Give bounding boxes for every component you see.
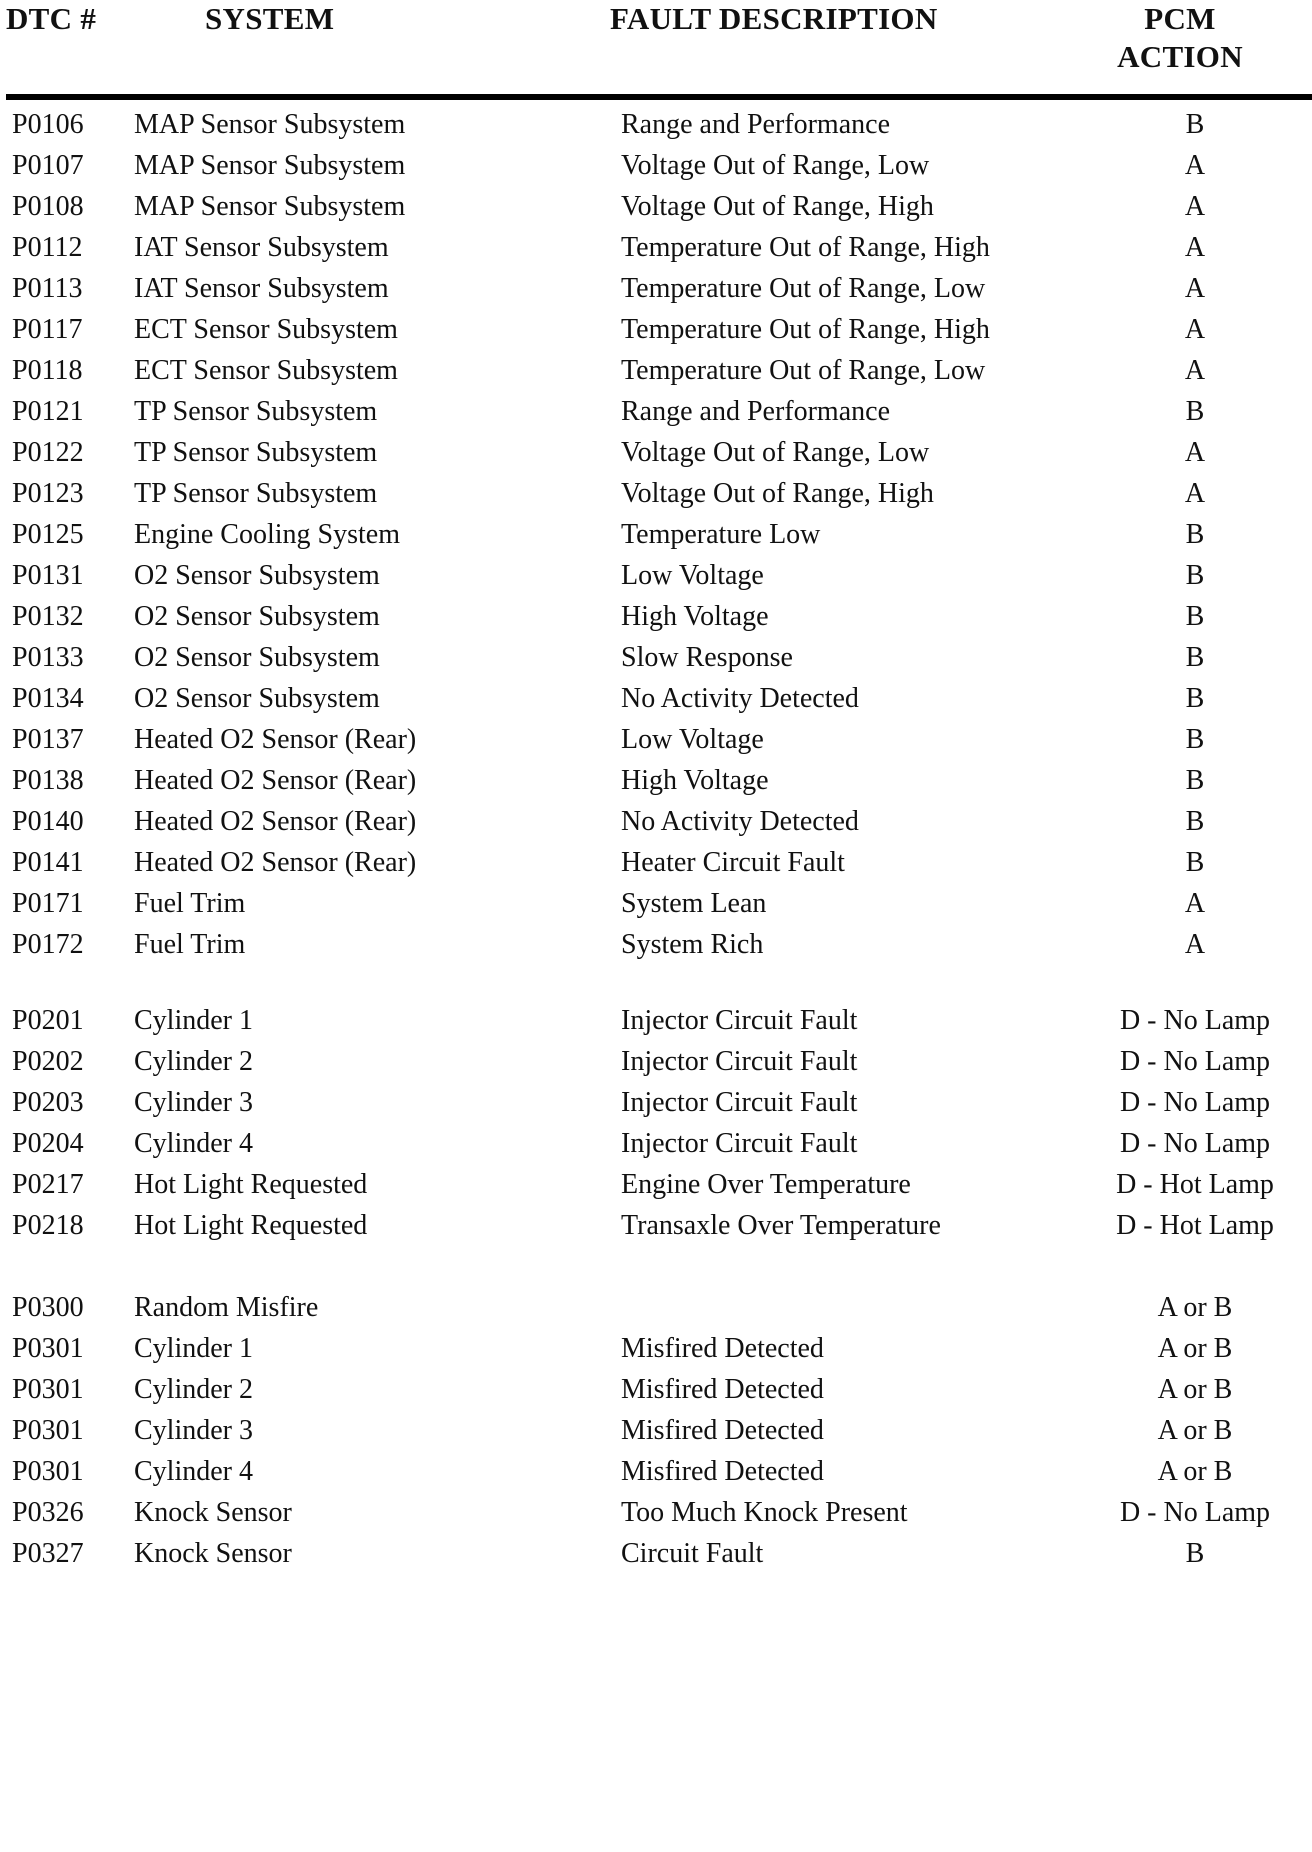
fault-description: Range and Performance — [621, 396, 890, 427]
table-row — [0, 390, 1312, 434]
system-name: ECT Sensor Subsystem — [134, 355, 398, 386]
pcm-action: A — [1184, 314, 1206, 345]
table-row — [0, 759, 1312, 803]
fault-description: Misfired Detected — [621, 1374, 824, 1405]
system-name: Knock Sensor — [134, 1538, 292, 1569]
dtc-code: P0326 — [12, 1497, 84, 1528]
system-name: Cylinder 1 — [134, 1005, 253, 1036]
dtc-code: P0107 — [12, 150, 84, 181]
system-name: Cylinder 1 — [134, 1333, 253, 1364]
table-row — [0, 1204, 1312, 1248]
table-row — [0, 677, 1312, 721]
system-name: Heated O2 Sensor (Rear) — [134, 765, 417, 796]
system-name: Hot Light Requested — [134, 1169, 368, 1200]
fault-description: Misfired Detected — [621, 1333, 824, 1364]
dtc-code: P0141 — [12, 847, 84, 878]
pcm-action: A — [1184, 150, 1206, 181]
pcm-action: A or B — [1157, 1415, 1233, 1446]
system-name: Heated O2 Sensor (Rear) — [134, 724, 417, 755]
dtc-code: P0133 — [12, 642, 84, 673]
system-name: TP Sensor Subsystem — [134, 437, 378, 468]
fault-description: System Lean — [621, 888, 767, 919]
system-name: Cylinder 4 — [134, 1128, 253, 1159]
dtc-code: P0201 — [12, 1005, 84, 1036]
table-row — [0, 595, 1312, 639]
table-row — [0, 226, 1312, 270]
pcm-action: B — [1185, 806, 1205, 837]
table-row — [0, 513, 1312, 557]
table-row — [0, 841, 1312, 885]
fault-description: Injector Circuit Fault — [621, 1128, 858, 1159]
fault-description: Heater Circuit Fault — [621, 847, 845, 878]
pcm-action: B — [1185, 601, 1205, 632]
fault-description: Temperature Out of Range, High — [621, 314, 990, 345]
system-name: Knock Sensor — [134, 1497, 292, 1528]
system-name: TP Sensor Subsystem — [134, 478, 378, 509]
table-row — [0, 103, 1312, 147]
dtc-code: P0203 — [12, 1087, 84, 1118]
dtc-code: P0106 — [12, 109, 84, 140]
fault-description: Slow Response — [621, 642, 793, 673]
fault-description: Injector Circuit Fault — [621, 1046, 858, 1077]
pcm-action: A — [1184, 273, 1206, 304]
dtc-code: P0108 — [12, 191, 84, 222]
pcm-action: B — [1185, 519, 1205, 550]
system-name: Cylinder 2 — [134, 1046, 253, 1077]
table-row — [0, 1122, 1312, 1166]
pcm-action: D - No Lamp — [1119, 1005, 1271, 1036]
table-row — [0, 1327, 1312, 1371]
dtc-code: P0121 — [12, 396, 84, 427]
table-row — [0, 144, 1312, 188]
pcm-action: A or B — [1157, 1374, 1233, 1405]
table-row — [0, 554, 1312, 598]
fault-description: Temperature Low — [621, 519, 821, 550]
pcm-action: A — [1184, 478, 1206, 509]
fault-description: Transaxle Over Temperature — [621, 1210, 941, 1241]
fault-description: Injector Circuit Fault — [621, 1087, 858, 1118]
dtc-code: P0134 — [12, 683, 84, 714]
fault-description: Voltage Out of Range, High — [621, 191, 934, 222]
pcm-action: B — [1185, 109, 1205, 140]
dtc-code: P0217 — [12, 1169, 84, 1200]
dtc-code: P0218 — [12, 1210, 84, 1241]
pcm-action: B — [1185, 847, 1205, 878]
table-row — [0, 431, 1312, 475]
fault-description: Engine Over Temperature — [621, 1169, 911, 1200]
system-name: IAT Sensor Subsystem — [134, 232, 389, 263]
pcm-action: A — [1184, 355, 1206, 386]
header-pcm-line2: ACTION — [1117, 39, 1243, 74]
dtc-code: P0118 — [12, 355, 83, 386]
dtc-code: P0132 — [12, 601, 84, 632]
system-name: O2 Sensor Subsystem — [134, 601, 380, 632]
table-row — [0, 1450, 1312, 1494]
dtc-code: P0301 — [12, 1456, 84, 1487]
system-name: IAT Sensor Subsystem — [134, 273, 389, 304]
table-row — [0, 923, 1312, 967]
dtc-code: P0137 — [12, 724, 84, 755]
pcm-action: B — [1185, 560, 1205, 591]
pcm-action: A — [1184, 929, 1206, 960]
fault-description: Low Voltage — [621, 724, 764, 755]
pcm-action: D - No Lamp — [1119, 1046, 1271, 1077]
pcm-action: D - No Lamp — [1119, 1087, 1271, 1118]
pcm-action: B — [1185, 765, 1205, 796]
pcm-action: A or B — [1157, 1456, 1233, 1487]
system-name: Heated O2 Sensor (Rear) — [134, 847, 417, 878]
header-pcm-line1: PCM — [1144, 1, 1216, 36]
pcm-action: B — [1185, 396, 1205, 427]
dtc-code: P0122 — [12, 437, 84, 468]
pcm-action: B — [1185, 1538, 1205, 1569]
dtc-code: P0138 — [12, 765, 84, 796]
pcm-action: B — [1185, 724, 1205, 755]
system-name: MAP Sensor Subsystem — [134, 150, 406, 181]
system-name: Cylinder 2 — [134, 1374, 253, 1405]
system-name: Random Misfire — [134, 1292, 319, 1323]
pcm-action: A — [1184, 437, 1206, 468]
fault-description: Misfired Detected — [621, 1415, 824, 1446]
dtc-code: P0123 — [12, 478, 84, 509]
fault-description: Voltage Out of Range, Low — [621, 150, 930, 181]
table-row — [0, 267, 1312, 311]
fault-description: Too Much Knock Present — [621, 1497, 908, 1528]
dtc-code: P0301 — [12, 1374, 84, 1405]
fault-description: High Voltage — [621, 765, 769, 796]
fault-description: Temperature Out of Range, Low — [621, 273, 986, 304]
fault-description: System Rich — [621, 929, 764, 960]
table-row — [0, 636, 1312, 680]
fault-description: No Activity Detected — [621, 683, 859, 714]
dtc-code: P0301 — [12, 1333, 84, 1364]
system-name: MAP Sensor Subsystem — [134, 191, 406, 222]
system-name: Fuel Trim — [134, 929, 246, 960]
system-name: Engine Cooling System — [134, 519, 400, 550]
table-row — [0, 1163, 1312, 1207]
table-row — [0, 1081, 1312, 1125]
dtc-code: P0301 — [12, 1415, 84, 1446]
fault-description: No Activity Detected — [621, 806, 859, 837]
table-row — [0, 882, 1312, 926]
table-row — [0, 1532, 1312, 1576]
pcm-action: D - Hot Lamp — [1116, 1210, 1274, 1241]
system-name: Hot Light Requested — [134, 1210, 368, 1241]
dtc-code: P0125 — [12, 519, 84, 550]
table-row — [0, 1491, 1312, 1535]
dtc-code: P0140 — [12, 806, 84, 837]
dtc-code: P0300 — [12, 1292, 84, 1323]
dtc-code: P0202 — [12, 1046, 84, 1077]
fault-description: Low Voltage — [621, 560, 764, 591]
fault-description: Temperature Out of Range, Low — [621, 355, 986, 386]
pcm-action: D - Hot Lamp — [1116, 1169, 1274, 1200]
system-name: Fuel Trim — [134, 888, 246, 919]
fault-description: Voltage Out of Range, High — [621, 478, 934, 509]
pcm-action: A or B — [1157, 1292, 1233, 1323]
table-row — [0, 1368, 1312, 1412]
fault-description: Circuit Fault — [621, 1538, 764, 1569]
table-row — [0, 308, 1312, 352]
table-row — [0, 999, 1312, 1043]
dtc-code: P0131 — [12, 560, 84, 591]
pcm-action: B — [1185, 642, 1205, 673]
system-name: TP Sensor Subsystem — [134, 396, 378, 427]
fault-description: Voltage Out of Range, Low — [621, 437, 930, 468]
dtc-code: P0204 — [12, 1128, 84, 1159]
pcm-action: A — [1184, 232, 1206, 263]
dtc-code: P0327 — [12, 1538, 84, 1569]
table-row — [0, 349, 1312, 393]
system-name: Cylinder 3 — [134, 1415, 253, 1446]
pcm-action: D - No Lamp — [1119, 1128, 1271, 1159]
system-name: MAP Sensor Subsystem — [134, 109, 406, 140]
system-name: O2 Sensor Subsystem — [134, 642, 380, 673]
system-name: ECT Sensor Subsystem — [134, 314, 398, 345]
pcm-action: A — [1184, 191, 1206, 222]
fault-description: Misfired Detected — [621, 1456, 824, 1487]
system-name: O2 Sensor Subsystem — [134, 560, 380, 591]
dtc-code: P0112 — [12, 232, 83, 263]
dtc-code: P0172 — [12, 929, 84, 960]
table-row — [0, 185, 1312, 229]
dtc-code: P0113 — [12, 273, 83, 304]
table-row — [0, 800, 1312, 844]
table-row — [0, 718, 1312, 762]
system-name: O2 Sensor Subsystem — [134, 683, 380, 714]
pcm-action: D - No Lamp — [1119, 1497, 1271, 1528]
dtc-code: P0171 — [12, 888, 84, 919]
table-row — [0, 1409, 1312, 1453]
system-name: Cylinder 4 — [134, 1456, 253, 1487]
pcm-action: A or B — [1157, 1333, 1233, 1364]
table-row — [0, 1286, 1312, 1330]
fault-description: Range and Performance — [621, 109, 890, 140]
system-name: Cylinder 3 — [134, 1087, 253, 1118]
pcm-action: A — [1184, 888, 1206, 919]
header-dtc: DTC # — [6, 1, 97, 36]
pcm-action: B — [1185, 683, 1205, 714]
header-system: SYSTEM — [205, 1, 335, 36]
fault-description: Injector Circuit Fault — [621, 1005, 858, 1036]
dtc-code: P0117 — [12, 314, 83, 345]
fault-description: High Voltage — [621, 601, 769, 632]
fault-description: Temperature Out of Range, High — [621, 232, 990, 263]
header-fault-description: FAULT DESCRIPTION — [610, 1, 938, 36]
table-row — [0, 1040, 1312, 1084]
table-row — [0, 472, 1312, 516]
system-name: Heated O2 Sensor (Rear) — [134, 806, 417, 837]
